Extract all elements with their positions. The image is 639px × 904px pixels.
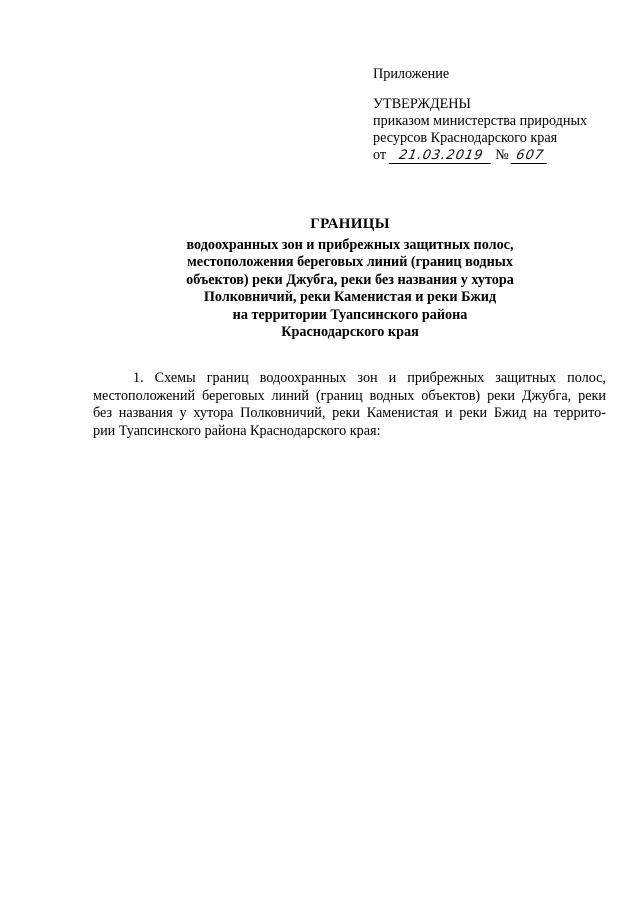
title-line: Полковничий, реки Каменистая и реки Бжид bbox=[203, 289, 497, 305]
paragraph-line: без названия у хутора Полковничий, реки Каменистая и реки Бжид на террито- bbox=[93, 405, 606, 422]
title-line: водоохранных зон и прибрежных защитных полос, bbox=[186, 236, 514, 253]
approval-block bbox=[373, 66, 623, 166]
date-prefix: от bbox=[373, 147, 387, 163]
paragraph-line: 1. Схемы границ водоохранных зон и прибрежных защитных полос, bbox=[133, 370, 606, 386]
handwritten-number: 607 bbox=[511, 149, 550, 164]
paragraph-line: местоположений береговых линий (границ водных объектов) реки Джубга, реки bbox=[93, 387, 606, 404]
body-paragraph bbox=[93, 370, 606, 440]
order-line: приказом министерства природных bbox=[373, 113, 588, 129]
paragraph-line: рии Туапсинского района Краснодарского края: bbox=[93, 422, 381, 439]
appendix-label: Приложение bbox=[373, 66, 450, 82]
document-title: ГРАНИЦЫ bbox=[310, 216, 390, 232]
title-line: Краснодарского края bbox=[281, 324, 419, 340]
order-line: ресурсов Краснодарского края bbox=[373, 130, 558, 146]
document-title-block bbox=[150, 216, 550, 342]
title-line: на территории Туапсинского района bbox=[232, 306, 468, 323]
date-number-line bbox=[373, 147, 623, 166]
title-line: объектов) реки Джубга, реки без названия у хутора bbox=[186, 271, 514, 288]
title-line: местоположения береговых линий (границ водных bbox=[187, 254, 513, 270]
handwritten-date: 21.03.2019 bbox=[388, 149, 493, 164]
approved-label: УТВЕРЖДЕНЫ bbox=[373, 96, 471, 112]
number-sign: № bbox=[495, 147, 509, 163]
